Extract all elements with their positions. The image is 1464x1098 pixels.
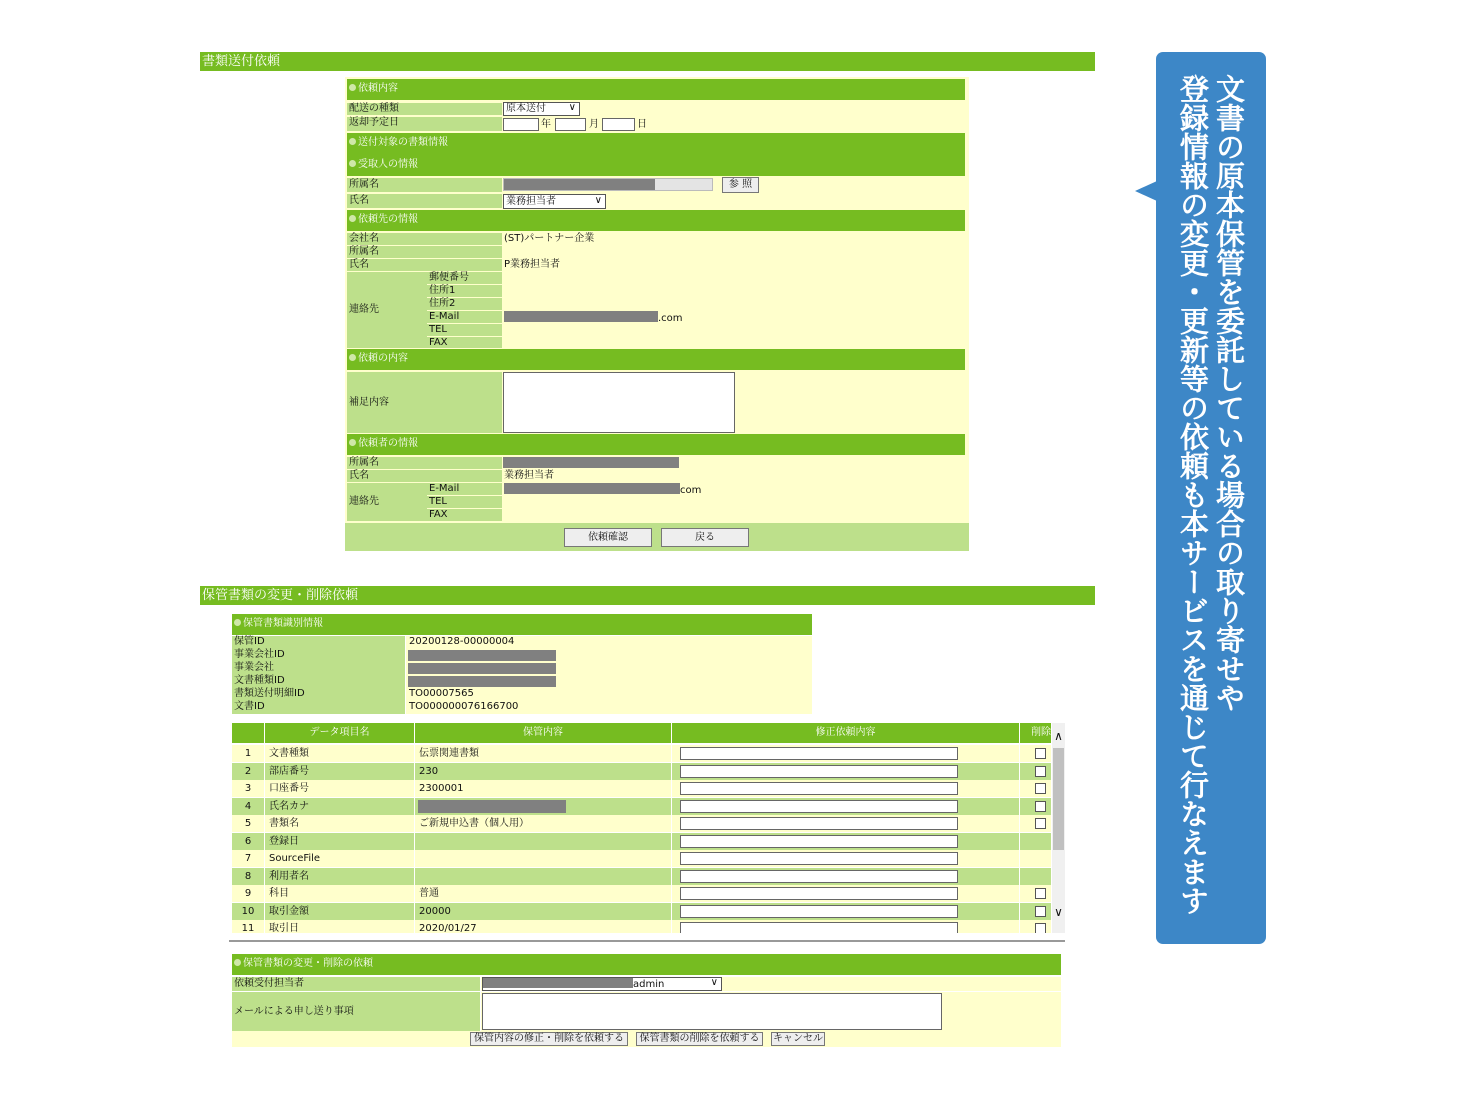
addr2-label: 住所2 — [427, 298, 502, 310]
request-delete-button[interactable]: 保管書類の削除を依頼する — [636, 1032, 763, 1046]
requestee-tel-label: TEL — [427, 324, 502, 336]
requester-fax-value — [502, 509, 965, 521]
row-item-name: 氏名カナ — [265, 798, 414, 815]
callout-box — [1156, 52, 1266, 944]
col-header-delete: 削除 — [1020, 723, 1051, 743]
redacted-mask — [504, 483, 680, 494]
delete-checkbox[interactable] — [1035, 766, 1046, 777]
cancel-button[interactable]: キャンセル — [773, 1033, 823, 1044]
requester-dept-label: 所属名 — [347, 457, 502, 469]
correction-input[interactable] — [680, 905, 958, 918]
delivery-type-label: 配送の種類 — [347, 103, 502, 115]
chevron-down-icon: ∨ — [594, 195, 602, 206]
row-number: 4 — [232, 798, 264, 815]
requestee-email-value: .com — [502, 311, 965, 323]
requestee-email-label: E-Mail — [427, 311, 502, 323]
row-item-name: 口座番号 — [265, 780, 414, 797]
requestee-name-label: 氏名 — [347, 259, 502, 271]
scroll-down-icon[interactable]: ∨ — [1054, 905, 1063, 919]
redacted-mask — [408, 663, 556, 674]
delete-checkbox[interactable] — [1035, 801, 1046, 812]
requester-fax-label: FAX — [427, 509, 502, 521]
row-delete-cell — [1020, 868, 1051, 885]
change-request-header: 保管書類の変更・削除の依頼 — [232, 954, 1061, 975]
correction-input[interactable] — [680, 800, 958, 813]
requestee-contact-label: 連絡先 — [347, 272, 427, 348]
correction-input[interactable] — [680, 922, 958, 933]
company-value: (ST)パートナー企業 — [502, 233, 965, 245]
row-stored-content: 2300001 — [415, 780, 671, 797]
row-stored-content — [415, 850, 671, 867]
section-bullet-icon — [349, 84, 356, 91]
section-divider — [229, 940, 1065, 942]
request-content-header: 依頼内容 — [347, 79, 965, 100]
correction-input[interactable] — [680, 765, 958, 778]
row-number: 11 — [232, 920, 264, 933]
note-label: 補足内容 — [347, 372, 502, 433]
id-info-label: 書類送付明細ID — [232, 688, 405, 701]
delete-checkbox[interactable] — [1035, 783, 1046, 794]
correction-input[interactable] — [680, 887, 958, 900]
section-bullet-icon — [234, 619, 241, 626]
row-stored-content: 2020/01/27 — [415, 920, 671, 933]
col-header-item-name: データ項目名 — [265, 723, 414, 743]
mail-note-label: メールによる申し送り事項 — [232, 992, 480, 1031]
callout-pointer — [1135, 181, 1157, 201]
staff-label: 依頼受付担当者 — [232, 977, 480, 991]
return-month-input[interactable] — [555, 118, 586, 131]
col-header-stored-content: 保管内容 — [415, 723, 671, 743]
section-bullet-icon — [234, 959, 241, 966]
requester-header: 依頼者の情報 — [347, 434, 965, 455]
requestee-dept-value — [502, 246, 965, 258]
row-stored-content — [415, 833, 671, 850]
callout-line-1: 文書の原本保管を委託している場合の取り寄せや — [1212, 74, 1246, 712]
row-stored-content: 普通 — [415, 885, 671, 902]
requester-tel-label: TEL — [427, 496, 502, 508]
month-label: 月 — [589, 119, 599, 130]
delete-checkbox[interactable] — [1035, 748, 1046, 759]
scroll-thumb[interactable] — [1053, 748, 1064, 850]
return-year-input[interactable] — [503, 118, 539, 131]
recipient-dept-label: 所属名 — [347, 178, 502, 192]
data-table-body — [232, 745, 1052, 933]
redacted-mask — [504, 179, 655, 190]
row-item-name: 取引金額 — [265, 903, 414, 920]
requestee-dept-label: 所属名 — [347, 246, 502, 258]
row-item-name: 科目 — [265, 885, 414, 902]
doc-send-title-bar — [200, 52, 1095, 71]
requestee-name-value: P業務担当者 — [502, 259, 965, 271]
addr2-value — [502, 298, 965, 310]
return-day-input[interactable] — [602, 118, 635, 131]
recipient-header: 受取人の情報 — [349, 155, 965, 175]
correction-input[interactable] — [680, 870, 958, 883]
id-info-label: 保管ID — [232, 636, 405, 649]
doc-send-title: 書類送付依頼 — [202, 54, 281, 69]
row-number: 9 — [232, 885, 264, 902]
confirm-request-button[interactable]: 依頼確認 — [564, 528, 652, 547]
row-delete-cell — [1020, 850, 1051, 867]
row-stored-content — [415, 868, 671, 885]
recipient-name-label: 氏名 — [347, 194, 502, 208]
back-button[interactable]: 戻る — [661, 528, 749, 547]
correction-input[interactable] — [680, 782, 958, 795]
section-bullet-icon — [349, 160, 356, 167]
correction-input[interactable] — [680, 835, 958, 848]
row-number: 7 — [232, 850, 264, 867]
year-label: 年 — [541, 119, 551, 130]
delivery-type-select[interactable]: 原本送付 ∨ — [503, 102, 580, 116]
id-info-label: 事業会社 — [232, 662, 405, 675]
recipient-name-select[interactable]: 業務担当者 ∨ — [503, 194, 606, 209]
correction-input[interactable] — [680, 747, 958, 760]
section-bullet-icon — [349, 215, 356, 222]
requestee-header: 依頼先の情報 — [347, 210, 965, 231]
correction-input[interactable] — [680, 817, 958, 830]
id-info-table — [232, 636, 812, 716]
delete-checkbox[interactable] — [1035, 923, 1046, 933]
col-header-correction: 修正依頼内容 — [672, 723, 1019, 743]
row-number: 10 — [232, 903, 264, 920]
callout-line-2: 登録情報の変更・更新等の依頼も本サービスを通じて行なえます — [1176, 74, 1210, 915]
chevron-down-icon: ∨ — [568, 102, 576, 113]
row-number: 3 — [232, 780, 264, 797]
row-item-name: 取引日 — [265, 920, 414, 933]
section-bullet-icon — [349, 354, 356, 361]
row-item-name: 文書種類 — [265, 745, 414, 762]
target-doc-header: 送付対象の書類情報 受取人の情報 — [347, 133, 965, 176]
staff-select[interactable]: admin ∨ — [482, 977, 722, 991]
reference-button[interactable]: 参 照 — [722, 177, 759, 193]
requester-email-label: E-Mail — [427, 483, 502, 495]
requestee-tel-value — [502, 324, 965, 336]
section-bullet-icon — [349, 138, 356, 145]
id-info-value: TO000000076166700 — [406, 701, 812, 714]
addr1-label: 住所1 — [427, 285, 502, 297]
redacted-mask — [408, 650, 556, 661]
request-detail-header: 依頼の内容 — [347, 349, 965, 370]
id-info-header: 保管書類識別情報 — [232, 614, 812, 635]
redacted-mask — [503, 457, 679, 468]
id-info-value: 20200128-00000004 — [406, 636, 812, 649]
id-info-label: 文書ID — [232, 701, 405, 714]
day-label: 日 — [637, 119, 647, 130]
addr1-value — [502, 285, 965, 297]
correction-input[interactable] — [680, 852, 958, 865]
redacted-mask — [408, 676, 556, 687]
requestee-fax-value — [502, 337, 965, 348]
chevron-down-icon: ∨ — [710, 977, 718, 988]
request-modify-button[interactable]: 保管内容の修正・削除を依頼する — [470, 1032, 628, 1046]
id-info-label: 文書種類ID — [232, 675, 405, 688]
row-number: 1 — [232, 745, 264, 762]
requester-email-value: com — [502, 483, 965, 495]
row-stored-content: ご新規申込書（個人用） — [415, 815, 671, 832]
row-item-name: 利用者名 — [265, 868, 414, 885]
id-info-value: TO00007565 — [406, 688, 812, 701]
requestee-fax-label: FAX — [427, 337, 502, 348]
scroll-up-icon[interactable]: ∧ — [1054, 729, 1063, 743]
requester-name-label: 氏名 — [347, 470, 502, 482]
redacted-mask — [418, 800, 566, 813]
row-number: 6 — [232, 833, 264, 850]
requester-tel-value — [502, 496, 965, 508]
storage-change-title-bar — [200, 586, 1095, 605]
requester-contact-label: 連絡先 — [347, 483, 427, 521]
row-item-name: 登録日 — [265, 833, 414, 850]
row-delete-cell — [1020, 833, 1051, 850]
postal-label: 郵便番号 — [427, 272, 502, 284]
row-item-name: 部店番号 — [265, 763, 414, 780]
mail-note-textarea[interactable] — [482, 993, 942, 1030]
id-info-label: 事業会社ID — [232, 649, 405, 662]
delete-checkbox[interactable] — [1035, 818, 1046, 829]
postal-value — [502, 272, 965, 284]
row-stored-content: 伝票関連書類 — [415, 745, 671, 762]
row-item-name: SourceFile — [265, 850, 414, 867]
requester-name-value: 業務担当者 — [502, 470, 965, 482]
storage-change-title: 保管書類の変更・削除依頼 — [202, 588, 359, 603]
redacted-mask — [483, 978, 633, 988]
section-bullet-icon — [349, 439, 356, 446]
row-number: 8 — [232, 868, 264, 885]
doc-send-button-bar — [345, 523, 969, 551]
row-item-name: 書類名 — [265, 815, 414, 832]
delete-checkbox[interactable] — [1035, 906, 1046, 917]
redacted-mask — [504, 311, 658, 322]
company-label: 会社名 — [347, 233, 502, 245]
row-stored-content: 20000 — [415, 903, 671, 920]
delete-checkbox[interactable] — [1035, 888, 1046, 899]
row-number: 5 — [232, 815, 264, 832]
row-stored-content: 230 — [415, 763, 671, 780]
col-header-no — [232, 723, 264, 743]
note-textarea[interactable] — [503, 372, 735, 433]
return-date-label: 返却予定日 — [347, 117, 502, 131]
row-number: 2 — [232, 763, 264, 780]
